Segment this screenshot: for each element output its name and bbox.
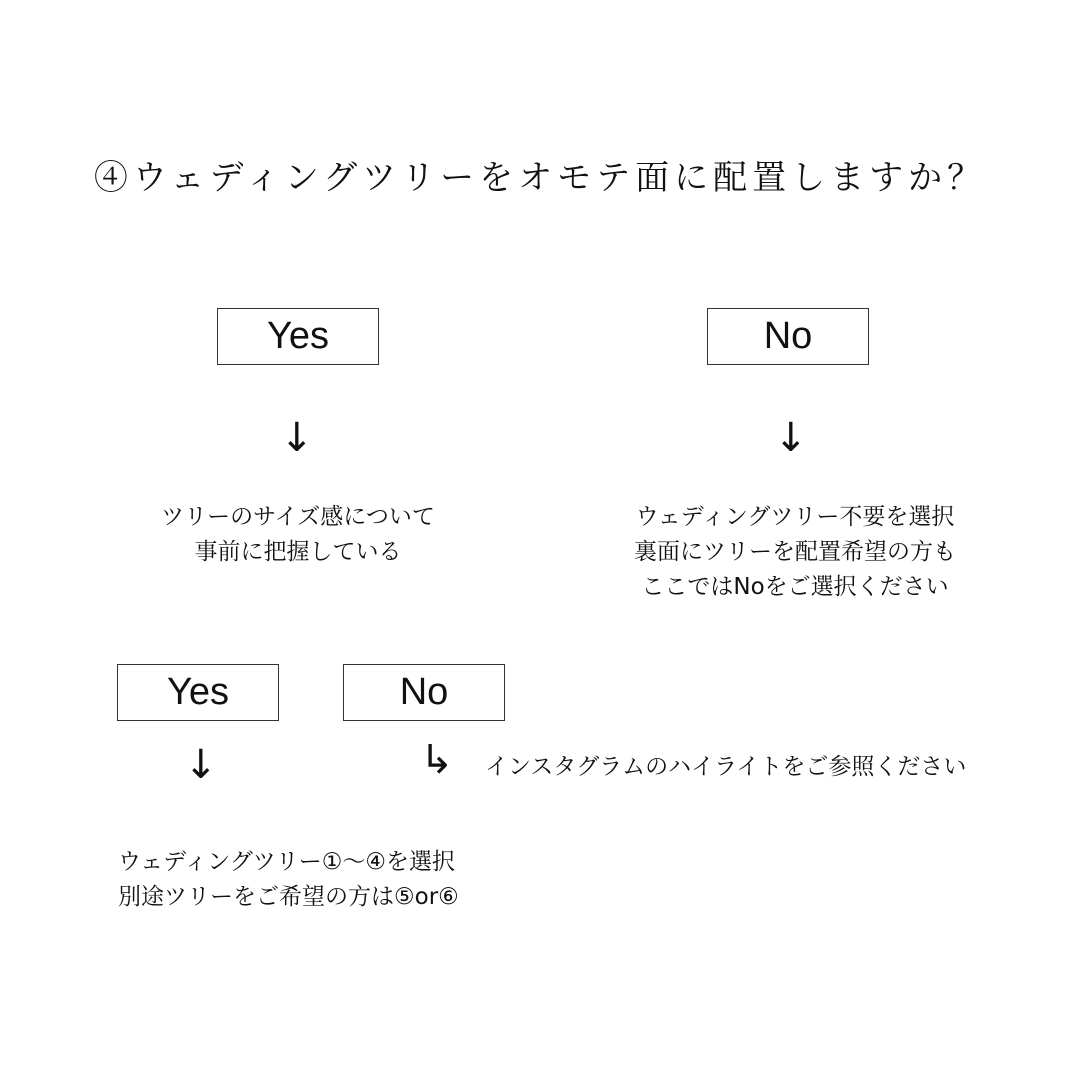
question-title: ④ウェディングツリーをオモテ面に配置しますか？ (93, 158, 987, 198)
bottom-yes-description-line: 別途ツリーをご希望の方は⑤or⑥ (118, 884, 459, 910)
top-no-box[interactable]: No (707, 308, 869, 365)
bottom-yes-down-arrow-icon: ↓ (184, 742, 218, 788)
top-yes-down-arrow-icon: ↓ (280, 415, 314, 461)
top-yes-box[interactable]: Yes (217, 308, 379, 365)
bottom-no-turn-arrow-icon: ↳ (420, 737, 454, 783)
top-yes-description-line: ツリーのサイズ感について (161, 504, 435, 530)
top-yes-description-line: 事前に把握している (194, 539, 402, 565)
bottom-no-box[interactable]: No (343, 664, 505, 721)
top-no-description (615, 500, 975, 605)
top-yes-description (148, 500, 448, 570)
bottom-yes-description (118, 845, 538, 915)
top-no-description-line: ウェディングツリー不要を選択 (635, 504, 955, 530)
top-no-description-line: 裏面にツリーを配置希望の方も (634, 539, 956, 565)
bottom-yes-description-line: ウェディングツリー①〜④を選択 (118, 849, 456, 875)
bottom-yes-box[interactable]: Yes (117, 664, 279, 721)
top-no-description-line: ここではNoをご選択ください (641, 574, 949, 600)
top-no-down-arrow-icon: ↓ (774, 415, 808, 461)
bottom-no-description: インスタグラムのハイライトをご参照ください (485, 754, 967, 780)
